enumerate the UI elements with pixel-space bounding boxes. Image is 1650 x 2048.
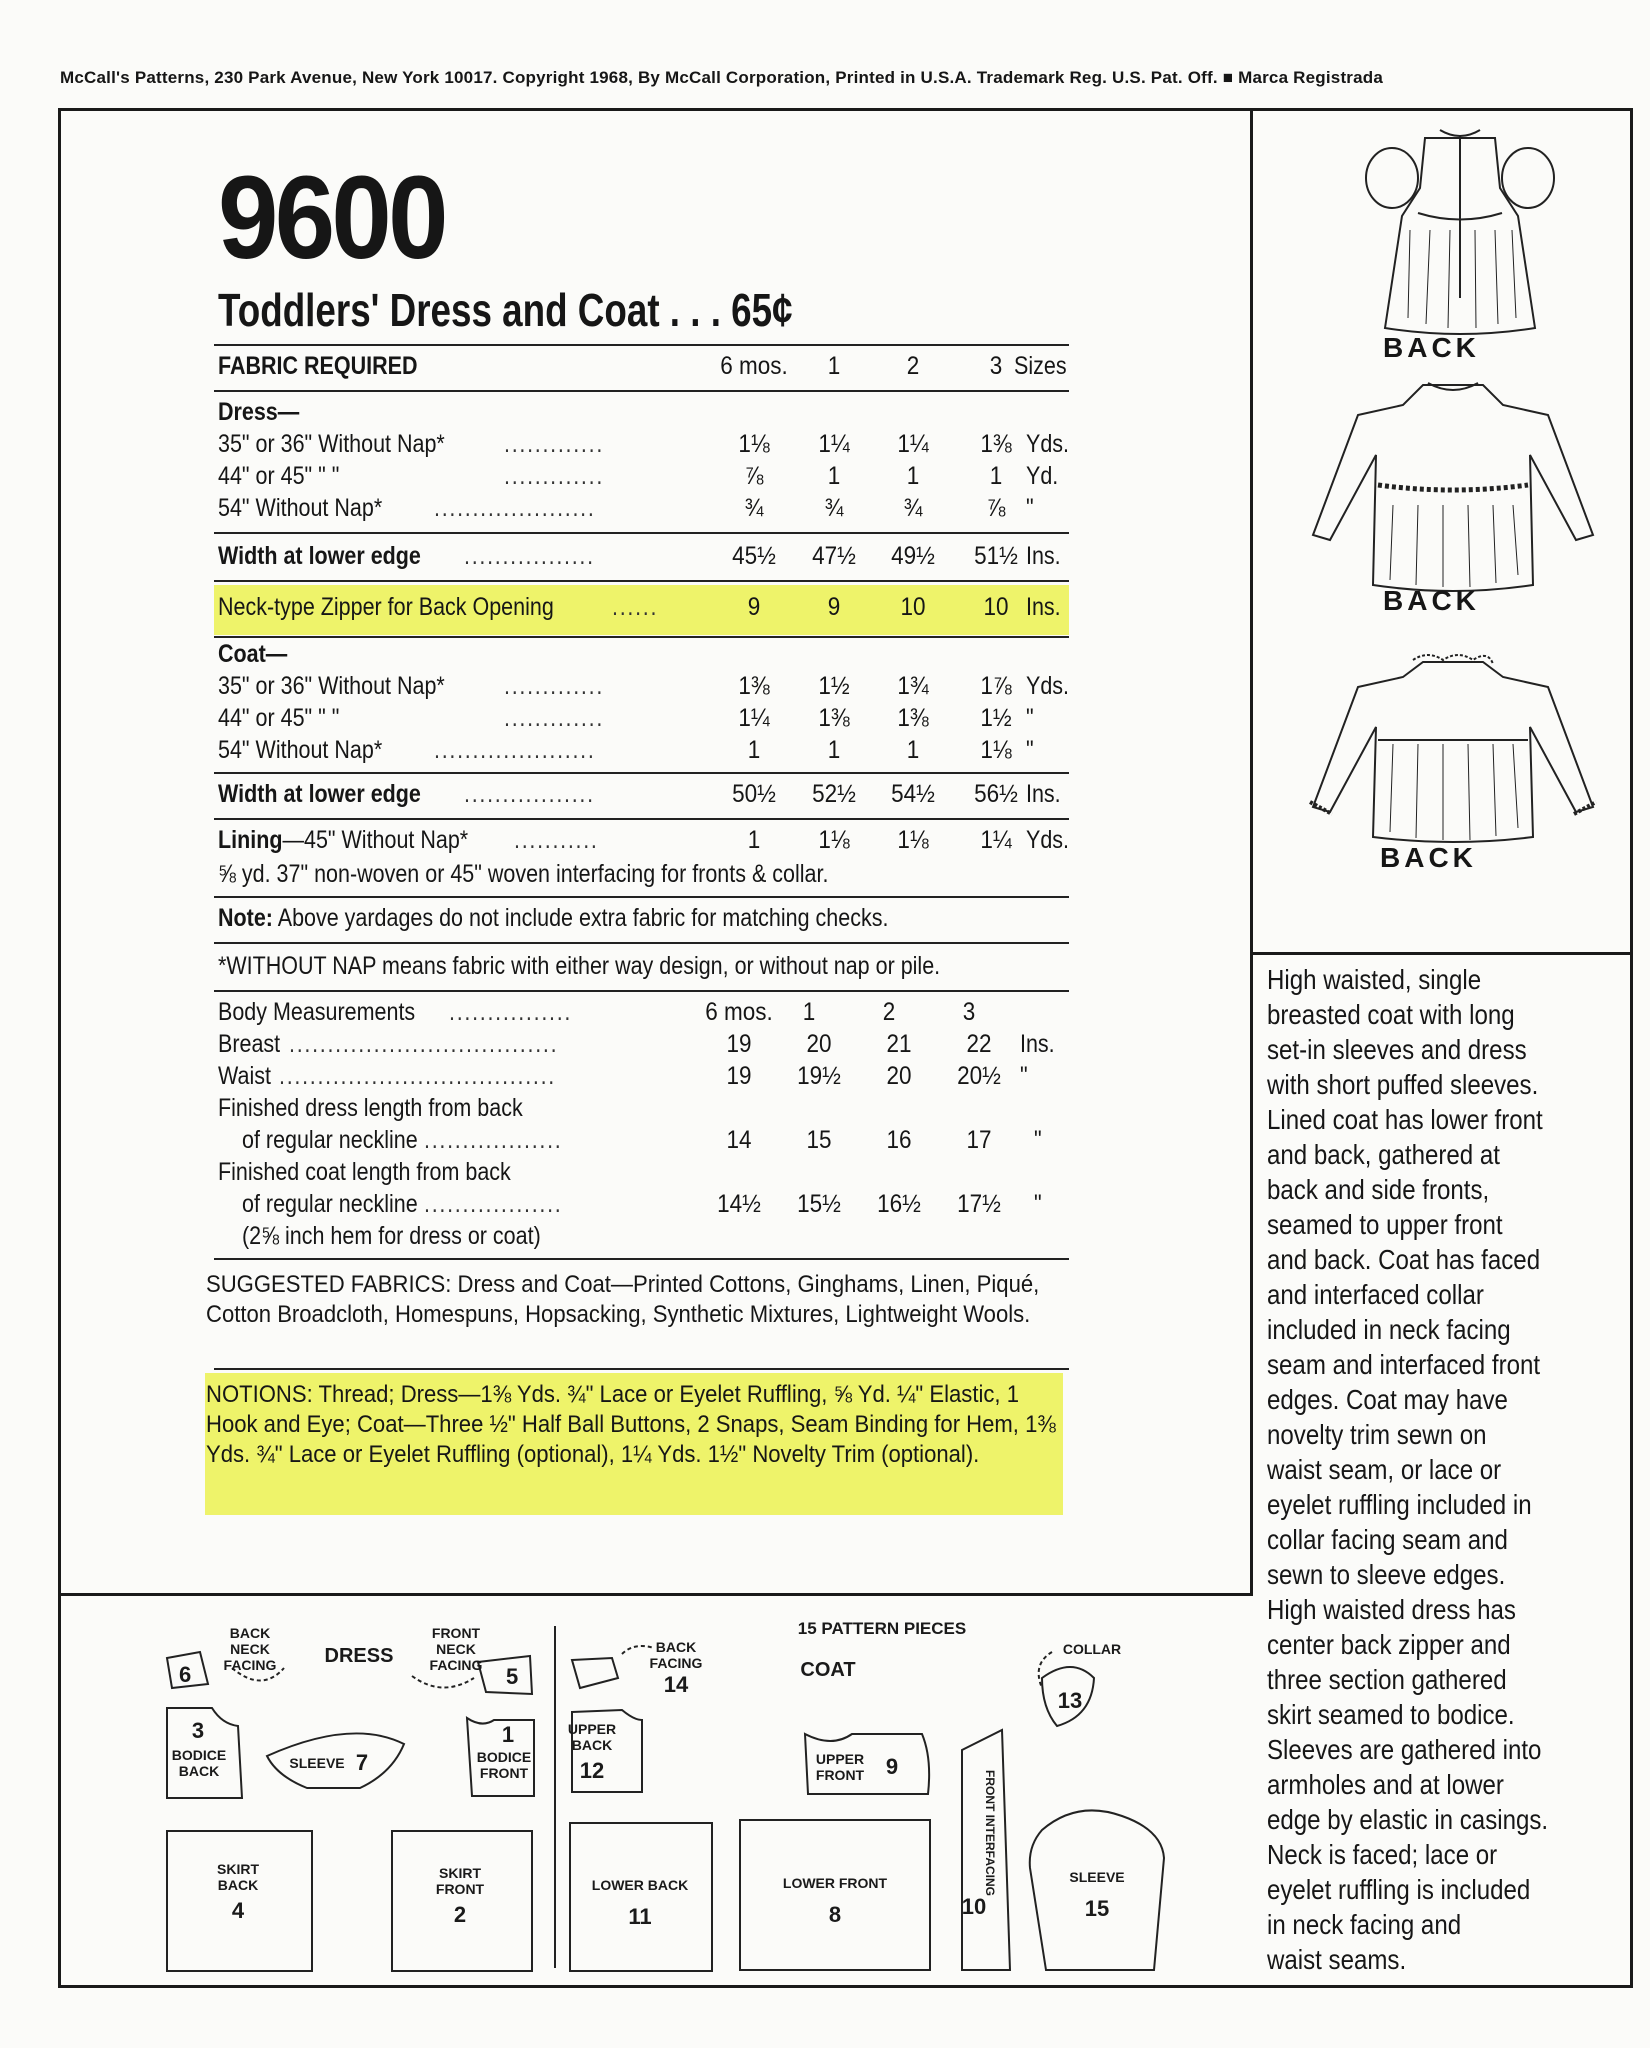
piece-label: COLLAR — [1062, 1641, 1122, 1657]
unit: Yds. — [1026, 672, 1070, 700]
leader-dots: ..................... — [434, 736, 596, 764]
description-line: eyelet ruffling included in — [1267, 1489, 1532, 1520]
row-label: 35" or 36" Without Nap* — [218, 672, 445, 700]
piece-number: 15 — [1084, 1896, 1110, 1921]
coat-heading-row — [214, 640, 1074, 670]
cell: 1¼ — [897, 430, 929, 458]
description-line: eyelet ruffling is included — [1267, 1874, 1531, 1905]
piece-number: 3 — [191, 1718, 205, 1743]
description-line: in neck facing and — [1267, 1909, 1462, 1940]
piece-number: 10 — [961, 1894, 987, 1919]
cell: 1 — [747, 736, 761, 764]
table-row — [214, 780, 1074, 810]
cell: 1 — [989, 462, 1003, 490]
row-label: 44" or 45" " " — [218, 462, 340, 490]
note — [218, 904, 888, 933]
cell: 1½ — [818, 672, 850, 700]
rule — [214, 772, 1069, 774]
row-label: 44" or 45" " " — [218, 704, 340, 732]
description-line: novelty trim sewn on — [1267, 1419, 1487, 1450]
unit: " — [1026, 704, 1034, 732]
cell: 1⅜ — [818, 704, 850, 732]
description-line: edges. Coat may have — [1267, 1384, 1508, 1415]
description-line: and back, gathered at — [1267, 1139, 1500, 1170]
table-row — [214, 494, 1074, 524]
fabric-heading-row — [214, 352, 1074, 382]
piece-label: SKIRT — [217, 1861, 259, 1877]
coat-label: Coat— — [218, 640, 288, 668]
rule — [214, 818, 1069, 820]
row-label: Body Measurements — [218, 998, 416, 1026]
piece-label: BACK — [229, 1625, 271, 1641]
dress-back-sketch — [1330, 118, 1590, 338]
piece-label: LOWER FRONT — [782, 1875, 888, 1891]
piece-label: BACK — [178, 1763, 220, 1779]
description-line: sewn to sleeve edges. — [1267, 1559, 1506, 1590]
leader-dots: .................. — [424, 1126, 563, 1154]
cell: 14½ — [717, 1190, 761, 1218]
note-text: Above yardages do not include extra fabric for matching checks. — [277, 904, 889, 932]
leader-dots: ...... — [612, 593, 659, 621]
unit: Ins. — [1020, 1030, 1055, 1058]
leader-dots: ............. — [504, 462, 605, 490]
interfacing-note: ⅝ yd. 37" non-woven or 45" woven interfacing for fronts & collar. — [218, 860, 829, 888]
cell: 1 — [906, 462, 920, 490]
cell: 1 — [827, 462, 841, 490]
piece-label: NECK — [436, 1641, 476, 1657]
cell: 1 — [827, 736, 841, 764]
cell: 1⅞ — [980, 672, 1012, 700]
table-row — [214, 1062, 1074, 1092]
cell: 1 — [747, 826, 761, 854]
table-row — [214, 1094, 1074, 1124]
leader-dots: ............. — [504, 430, 605, 458]
size-header: 2 — [882, 998, 896, 1026]
piece-label: SLEEVE — [1069, 1869, 1125, 1885]
size-header: Sizes — [1014, 352, 1067, 380]
coat-heading: COAT — [800, 1659, 856, 1681]
row-label: Finished dress length from back — [218, 1094, 523, 1122]
cell: 22 — [966, 1030, 992, 1058]
piece-number: 4 — [231, 1898, 245, 1923]
back-label: BACK — [1383, 585, 1480, 616]
back-label: BACK — [1383, 332, 1480, 363]
rule — [214, 896, 1069, 898]
piece-label: SLEEVE — [289, 1755, 345, 1771]
unit: " — [1026, 736, 1034, 764]
piece-label: BACK — [655, 1639, 697, 1655]
coat-back-sketch — [1298, 375, 1608, 595]
rule — [214, 1258, 1069, 1260]
cell: 20 — [806, 1030, 832, 1058]
piece-label: FRONT INTERFACING — [983, 1770, 997, 1896]
row-label: 54" Without Nap* — [218, 736, 383, 764]
piece-label: FRONT — [815, 1767, 865, 1783]
cell: 47½ — [812, 542, 856, 570]
rule — [214, 344, 1069, 346]
piece-label: FACING — [649, 1655, 703, 1671]
cell: 49½ — [891, 542, 935, 570]
table-row — [214, 1030, 1074, 1060]
piece-number: 2 — [453, 1902, 467, 1927]
rule — [214, 390, 1069, 392]
piece-label: FRONT — [431, 1625, 481, 1641]
table-row — [214, 1158, 1074, 1188]
size-header: 3 — [989, 352, 1003, 380]
rule — [214, 580, 1069, 582]
cell: 20½ — [957, 1062, 1001, 1090]
piece-label: UPPER — [567, 1721, 617, 1737]
description-line: Lined coat has lower front — [1267, 1104, 1543, 1135]
cell: 1⅛ — [738, 430, 770, 458]
row-label: Waist — [218, 1062, 271, 1090]
cell: 9 — [827, 593, 841, 621]
table-row — [214, 860, 1074, 890]
piece-number: 14 — [663, 1672, 689, 1697]
cell: 15 — [806, 1126, 832, 1154]
coat-back-sketch-ruffled — [1298, 632, 1608, 847]
size-header: 1 — [827, 352, 841, 380]
cell: 21 — [886, 1030, 912, 1058]
leader-dots: ........... — [514, 826, 599, 854]
cell: 9 — [747, 593, 761, 621]
cell: 17½ — [957, 1190, 1001, 1218]
cell: 1⅛ — [980, 736, 1012, 764]
description-line: and back. Coat has faced — [1267, 1244, 1541, 1275]
fabric-heading: FABRIC REQUIRED — [218, 352, 418, 380]
row-label: Width at lower edge — [218, 542, 421, 570]
cell: ¾ — [824, 494, 844, 522]
row-label: Width at lower edge — [218, 780, 421, 808]
without-nap-row — [214, 952, 1074, 982]
cell: ¾ — [903, 494, 923, 522]
table-row — [214, 430, 1074, 460]
unit: Yds. — [1026, 430, 1070, 458]
description-line: breasted coat with long — [1267, 999, 1515, 1030]
piece-number: 11 — [628, 1904, 652, 1929]
cell: 1⅛ — [897, 826, 929, 854]
piece-label: BACK — [571, 1737, 613, 1753]
piece-label: FACING — [429, 1657, 483, 1673]
piece-label: BODICE — [476, 1749, 532, 1765]
table-row — [214, 462, 1074, 492]
table-row — [214, 998, 1074, 1028]
piece-number: 8 — [828, 1902, 842, 1927]
cell: 19 — [726, 1030, 752, 1058]
cell: 1 — [906, 736, 920, 764]
size-header: 2 — [906, 352, 920, 380]
row-label — [218, 826, 468, 855]
table-row — [214, 1222, 1074, 1252]
description-line: set-in sleeves and dress — [1267, 1034, 1527, 1065]
description-line: Neck is faced; lace or — [1267, 1839, 1498, 1870]
row-label: Neck-type Zipper for Back Opening — [218, 593, 554, 621]
table-row — [214, 704, 1074, 734]
description-line: seam and interfaced front — [1267, 1349, 1541, 1380]
description-line: with short puffed sleeves. — [1267, 1069, 1539, 1100]
cell: ⅞ — [744, 462, 764, 490]
suggested-fabrics: SUGGESTED FABRICS: Dress and Coat—Printed Cottons, Ginghams, Linen, Piqué, Cotton Broadcloth, Homespuns, Hopsacking, Synthetic Mixtures, Lightweight Wools. — [206, 1271, 1040, 1328]
leader-dots: ................. — [464, 780, 595, 808]
description-line: back and side fronts, — [1267, 1174, 1490, 1205]
cell: ¾ — [744, 494, 764, 522]
piece-label: NECK — [230, 1641, 270, 1657]
leader-dots: ............. — [504, 704, 605, 732]
dress-heading: DRESS — [324, 1645, 394, 1667]
size-header: 1 — [802, 998, 816, 1026]
dress-label: Dress— — [218, 398, 300, 426]
table-row — [214, 542, 1074, 572]
description-line: Sleeves are gathered into — [1267, 1734, 1542, 1765]
cell: 50½ — [732, 780, 776, 808]
cell: 19 — [726, 1062, 752, 1090]
unit: Ins. — [1026, 780, 1061, 808]
row-label: 35" or 36" Without Nap* — [218, 430, 445, 458]
cell: 10 — [900, 593, 926, 621]
cell: 52½ — [812, 780, 856, 808]
cell: 15½ — [797, 1190, 841, 1218]
piece-label: FACING — [223, 1657, 277, 1673]
row-label: of regular neckline — [242, 1190, 418, 1218]
piece-label: FRONT — [479, 1765, 529, 1781]
piece-label: FRONT — [435, 1881, 485, 1897]
size-header: 6 mos. — [705, 998, 773, 1026]
piece-label: BODICE — [171, 1747, 227, 1763]
description-line: collar facing seam and — [1267, 1524, 1508, 1555]
leader-dots: ................ — [449, 998, 573, 1026]
unit: Yds. — [1026, 826, 1070, 854]
cell: 20 — [886, 1062, 912, 1090]
notions: NOTIONS: Thread; Dress—1⅜ Yds. ¾" Lace or Eyelet Ruffling, ⅝ Yd. ¼" Elastic, 1 Hook and Eye; Coat—Three ½" Half Ball Buttons, 2 Snaps, Seam Binding for Hem, 1⅜ Yds. ¾" Lace or Eyelet Ruffling (optional), 1¼ Yds. 1½" Novelty Trim (optional). — [206, 1381, 1056, 1468]
piece-number: 7 — [355, 1750, 369, 1775]
cell: 1⅜ — [980, 430, 1012, 458]
vertical-divider — [1250, 108, 1253, 1593]
description-line: edge by elastic in casings. — [1267, 1804, 1549, 1835]
pattern-number: 9600 — [218, 152, 445, 284]
row-label: Breast — [218, 1030, 281, 1058]
description-line: and interfaced collar — [1267, 1279, 1484, 1310]
leader-dots: ..................... — [434, 494, 596, 522]
description-line: included in neck facing — [1267, 1314, 1511, 1345]
leader-dots: .................................... — [279, 1062, 556, 1090]
description-line: waist seams. — [1267, 1944, 1407, 1975]
cell: 14 — [726, 1126, 752, 1154]
row-label: Finished coat length from back — [218, 1158, 511, 1186]
piece-number: 9 — [885, 1754, 899, 1779]
description-line: waist seam, or lace or — [1267, 1454, 1502, 1485]
leader-dots: ................. — [464, 542, 595, 570]
hem-note: (2⅝ inch hem for dress or coat) — [242, 1222, 541, 1250]
row-label: of regular neckline — [242, 1126, 418, 1154]
piece-label: UPPER — [815, 1751, 865, 1767]
unit: " — [1026, 494, 1034, 522]
dress-heading-row — [214, 398, 1074, 428]
piece-number: 12 — [579, 1758, 605, 1783]
row-label: 54" Without Nap* — [218, 494, 383, 522]
cell: 10 — [983, 593, 1009, 621]
description-line: High waisted, single — [1267, 964, 1482, 995]
rule — [214, 1368, 1069, 1370]
lining-label-rest: —45" Without Nap* — [282, 826, 469, 854]
table-row — [214, 593, 1074, 623]
unit: " — [1034, 1126, 1042, 1154]
table-row — [214, 1126, 1074, 1156]
piece-number: 6 — [179, 1662, 192, 1687]
table-row — [214, 826, 1074, 856]
copyright-line: McCall's Patterns, 230 Park Avenue, New York 10017. Copyright 1968, By McCall Corporation, Printed in U.S.A. Trademark Reg. U.S. Pat. Off. ■ Marca Registrada — [60, 68, 1384, 87]
rule — [214, 990, 1069, 992]
back-label: BACK — [1380, 842, 1477, 873]
pattern-pieces — [62, 1598, 1250, 1982]
cell: 1⅛ — [818, 826, 850, 854]
description-line: skirt seamed to bodice. — [1267, 1699, 1515, 1730]
piece-label: SKIRT — [439, 1865, 481, 1881]
cell: 51½ — [974, 542, 1018, 570]
piece-number: 13 — [1057, 1688, 1083, 1713]
cell: 56½ — [974, 780, 1018, 808]
size-header: 3 — [962, 998, 976, 1026]
unit: " — [1034, 1190, 1042, 1218]
cell: 54½ — [891, 780, 935, 808]
without-nap-note: *WITHOUT NAP means fabric with either way design, or without nap or pile. — [218, 952, 941, 980]
description-line: center back zipper and — [1267, 1629, 1511, 1660]
description-line: High waisted dress has — [1267, 1594, 1516, 1625]
pattern-title: Toddlers' Dress and Coat . . . 65¢ — [218, 284, 793, 336]
pieces-count: 15 PATTERN PIECES — [797, 1619, 967, 1638]
leader-dots: ................................... — [289, 1030, 559, 1058]
cell: 1⅜ — [738, 672, 770, 700]
cell: 1¼ — [980, 826, 1012, 854]
pieces-divider — [58, 1593, 1253, 1596]
unit: Yd. — [1026, 462, 1059, 490]
description-line: armholes and at lower — [1267, 1769, 1504, 1800]
cell: 1½ — [980, 704, 1012, 732]
description-line: seamed to upper front — [1267, 1209, 1503, 1240]
leader-dots: .................. — [424, 1190, 563, 1218]
cell: 19½ — [797, 1062, 841, 1090]
cell: 17 — [966, 1126, 992, 1154]
cell: ⅞ — [986, 494, 1006, 522]
rule — [214, 942, 1069, 944]
cell: 16 — [886, 1126, 912, 1154]
table-row — [214, 736, 1074, 766]
table-row — [214, 1190, 1074, 1220]
unit: Ins. — [1026, 542, 1061, 570]
piece-label: LOWER BACK — [591, 1877, 689, 1893]
cell: 1⅜ — [897, 704, 929, 732]
rule — [214, 636, 1069, 638]
cell: 1¼ — [738, 704, 770, 732]
cell: 16½ — [877, 1190, 921, 1218]
unit: " — [1020, 1062, 1028, 1090]
note-row — [214, 904, 1074, 934]
description — [1267, 962, 1627, 1977]
table-row — [214, 672, 1074, 702]
rule — [214, 532, 1069, 534]
piece-label: BACK — [217, 1877, 259, 1893]
cell: 1¼ — [818, 430, 850, 458]
cell: 1¾ — [897, 672, 929, 700]
note-label: Note: — [218, 904, 273, 932]
leader-dots: ............. — [504, 672, 605, 700]
lining-label: Lining — [218, 826, 283, 854]
piece-number: 5 — [506, 1664, 519, 1689]
size-header: 6 mos. — [720, 352, 788, 380]
description-line: three section gathered — [1267, 1664, 1507, 1695]
right-divider — [1250, 952, 1633, 955]
piece-number: 1 — [501, 1722, 515, 1747]
unit: Ins. — [1026, 593, 1061, 621]
cell: 45½ — [732, 542, 776, 570]
